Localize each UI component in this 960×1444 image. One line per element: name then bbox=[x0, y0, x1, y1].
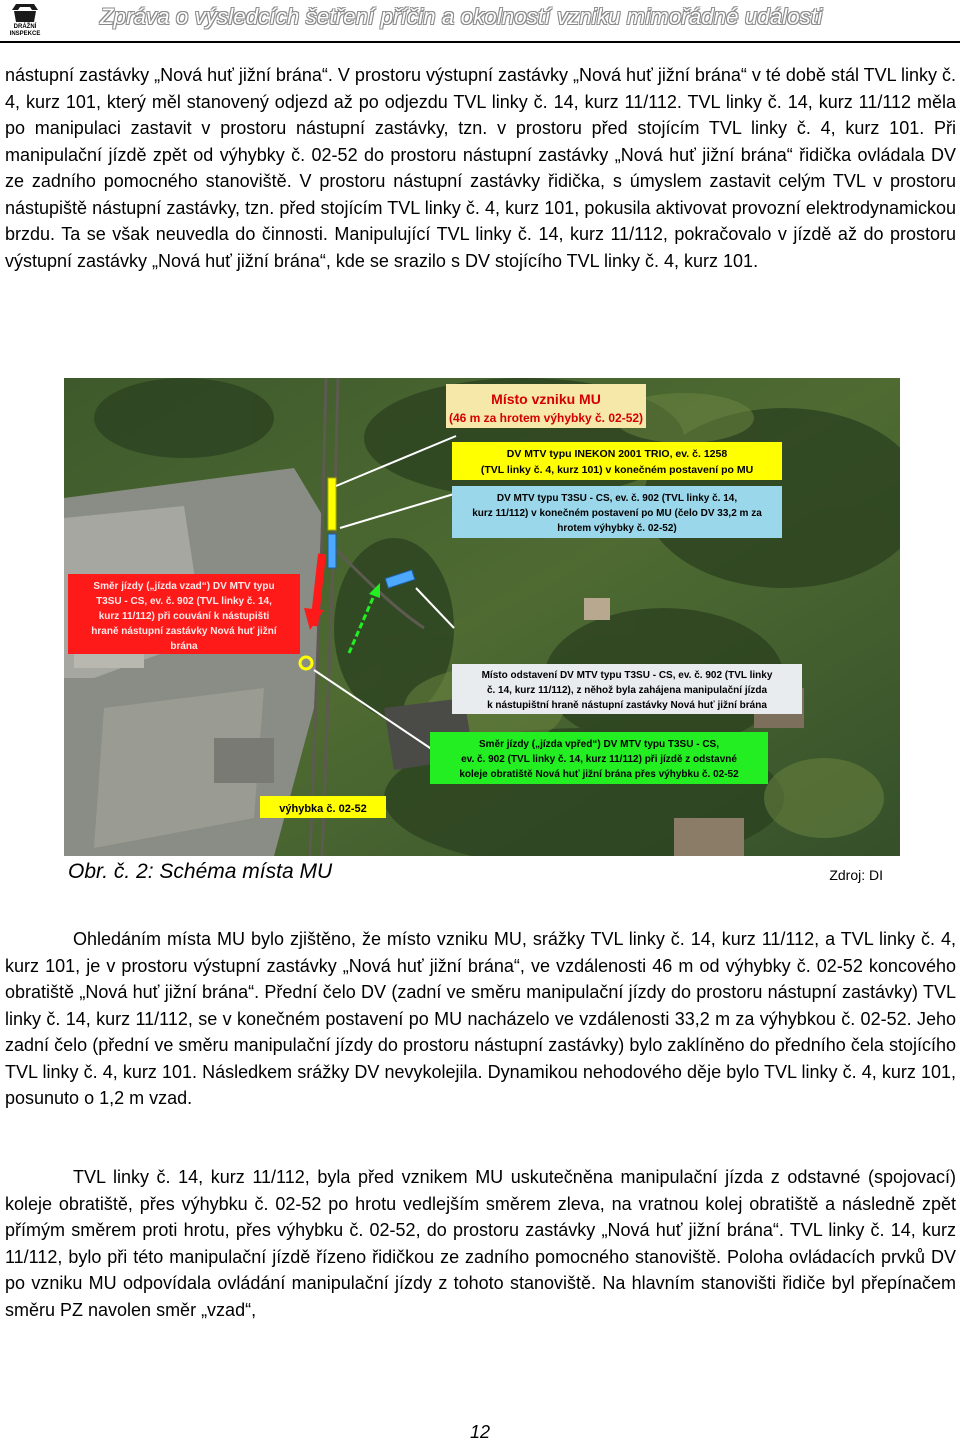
svg-text:č. 14, kurz 11/112), z něhož b: č. 14, kurz 11/112), z něhož byla zahájena manipulační jízda bbox=[486, 685, 768, 696]
svg-text:kurz 11/112) v konečném postav: kurz 11/112) v konečném postavení po MU (čelo DV 33,2 m za bbox=[472, 508, 762, 519]
svg-text:koleje obratiště Nová huť jižn: koleje obratiště Nová huť jižní brána přes výhybku č. 02-52 bbox=[459, 769, 739, 780]
svg-text:brána: brána bbox=[170, 641, 198, 652]
aerial-scheme-figure bbox=[64, 378, 900, 856]
header-title: Zpráva o výsledcích šetření příčin a okolností vzniku mimořádné události bbox=[100, 4, 823, 29]
yellow-vehicle-label bbox=[452, 442, 782, 480]
logo-text-2: INSPEKCE bbox=[9, 31, 41, 36]
body-paragraph-2: Ohledáním místa MU bylo zjištěno, že místo vzniku MU, srážky TVL linky č. 14, kurz 11/112, a TVL linky č. 4, kurz 101, je v prostoru výstupní zastávky „Nová huť jižní brána“, ve vzdálenosti 46 m od výhybky č. 02-52 koncového obratiště „Nová huť jižní brána“. Přední čelo DV (zadní ve směru manipulační jízdy do prostoru nástupní zastávky) TVL linky č. 14, kurz 11/112, se v konečném postavení po MU nacházelo ve vzdálenosti 33,2 m za výhybkou č. 02-52. Jeho zadní čelo (přední ve směru manipulační jízdy do prostoru nástupní zastávky) bylo zaklíněno do předního čela stojícího TVL linky č. 4, kurz 101. Následkem srážky DV nevykolejila. Dynamikou nehodového děje bylo TVL linky č. 4, kurz 101, posunuto o 1,2 m vzad. bbox=[5, 929, 956, 1108]
parking-location-label bbox=[452, 664, 802, 714]
svg-text:Směr jízdy („jízda vzad“) DV M: Směr jízdy („jízda vzad“) DV MTV typu bbox=[93, 581, 275, 592]
green-direction-label bbox=[430, 732, 768, 784]
svg-text:Směr jízdy („jízda vpřed“) DV: Směr jízdy („jízda vpřed“) DV MTV typu T3SU - CS, bbox=[478, 739, 720, 750]
page-number: 12 bbox=[469, 1422, 491, 1442]
svg-text:Místo odstavení DV MTV typu T3: Místo odstavení DV MTV typu T3SU - CS, ev. č. 902 (TVL linky bbox=[481, 670, 773, 681]
yellow-vehicle-marker bbox=[328, 478, 336, 530]
figure-source: Zdroj: DI bbox=[829, 867, 883, 883]
svg-text:kurz 11/112) při couvání k nás: kurz 11/112) při couvání k nástupišti bbox=[98, 611, 270, 622]
page-header bbox=[0, 0, 960, 40]
svg-text:(TVL linky č. 4, kurz 101) v k: (TVL linky č. 4, kurz 101) v konečném postavení po MU bbox=[480, 464, 754, 476]
svg-text:hraně nástupní zastávky Nová h: hraně nástupní zastávky Nová huť jižní bbox=[91, 626, 277, 637]
svg-text:hrotem výhybky č. 02-52): hrotem výhybky č. 02-52) bbox=[557, 523, 677, 534]
svg-text:DV MTV typu INEKON 2001 TRIO,: DV MTV typu INEKON 2001 TRIO, ev. č. 1258 bbox=[506, 448, 728, 460]
svg-text:(46 m za hrotem výhybky č. 02-: (46 m za hrotem výhybky č. 02-52) bbox=[448, 411, 644, 425]
switch-label bbox=[260, 796, 386, 818]
svg-text:ev. č. 902 (TVL linky č. 14, k: ev. č. 902 (TVL linky č. 14, kurz 11/112) při jízdě z odstavné bbox=[461, 754, 737, 765]
header-divider bbox=[0, 41, 960, 43]
red-direction-label bbox=[68, 574, 300, 654]
svg-text:T3SU - CS, ev. č. 902 (TVL lin: T3SU - CS, ev. č. 902 (TVL linky č. 14, bbox=[96, 596, 272, 607]
figure-caption: Obr. č. 2: Schéma místa MU bbox=[68, 860, 333, 883]
body-paragraph-3: TVL linky č. 14, kurz 11/112, byla před vznikem MU uskutečněna manipulační jízda z odstavné (spojovací) koleje obratiště, přes výhybku č. 02-52 po hrotu vedlejším směrem zleva, na vratnou kolej obratiště a následně zpět přímým směrem proti hrotu, přes výhybku č. 02-52, do prostoru zastávky „Nová huť jižní brána“. TVL linky č. 14, kurz 11/112, bylo při této manipulační jízdě řízeno řidičkou ze zadního pomocného stanoviště. Poloha ovládacích prvků DV po vzniku MU odpovídala ovládání manipulační jízdy z tohoto stanoviště. Na hlavním stanovišti řidiče byl přepínačem směru PZ navolen směr „vzad“, bbox=[5, 1167, 956, 1320]
drazni-inspekce-logo bbox=[4, 2, 46, 36]
logo-text-1: DRÁŽNÍ bbox=[13, 24, 37, 30]
svg-text:výhybka č. 02-52: výhybka č. 02-52 bbox=[279, 803, 367, 815]
svg-text:k nástupištní hraně nástupní z: k nástupištní hraně nástupní zastávky Nová huť jižní brána bbox=[487, 700, 767, 711]
body-paragraph-1: nástupní zastávky „Nová huť jižní brána“. V prostoru výstupní zastávky „Nová huť jižní brána“ v té době stál TVL linky č. 4, kurz 101, který měl stanovený odjezd až po odjezdu TVL linky č. 14, kurz 11/112. TVL linky č. 14, kurz 11/112 měla po manipulaci zastavit v prostoru nástupní zastávky, tzn. v prostoru před stojícím TVL linky č. 4, kurz 101. Při manipulační jízdě zpět od výhybky č. 02-52 do prostoru nástupní zastávky „Nová huť jižní brána“ řidička ovládala DV ze zadního pomocného stanoviště. V prostoru nástupní zastávky řidička, s úmyslem zastavit celým TVL v prostoru nástupiště nástupní zastávky, tzn. před stojícím TVL linky č. 4, kurz 101, pokusila aktivovat provozní elektrodynamickou brzdu. Ta se však neuvedla do činnosti. Manipulující TVL linky č. 14, kurz 11/112, pokračovalo v jízdě až do prostoru výstupní zastávky „Nová huť jižní brána“, kde se srazilo s DV stojícího TVL linky č. 4, kurz 101. bbox=[5, 65, 956, 271]
svg-text:Místo vzniku MU: Místo vzniku MU bbox=[491, 391, 601, 407]
blue-vehicle-label bbox=[452, 486, 782, 538]
svg-text:DV MTV typu T3SU - CS, ev. č.: DV MTV typu T3SU - CS, ev. č. 902 (TVL linky č. 14, bbox=[496, 493, 738, 504]
aerial-scheme-svg bbox=[64, 378, 900, 856]
blue-vehicle-marker bbox=[328, 534, 336, 568]
accident-location-label bbox=[446, 384, 646, 428]
